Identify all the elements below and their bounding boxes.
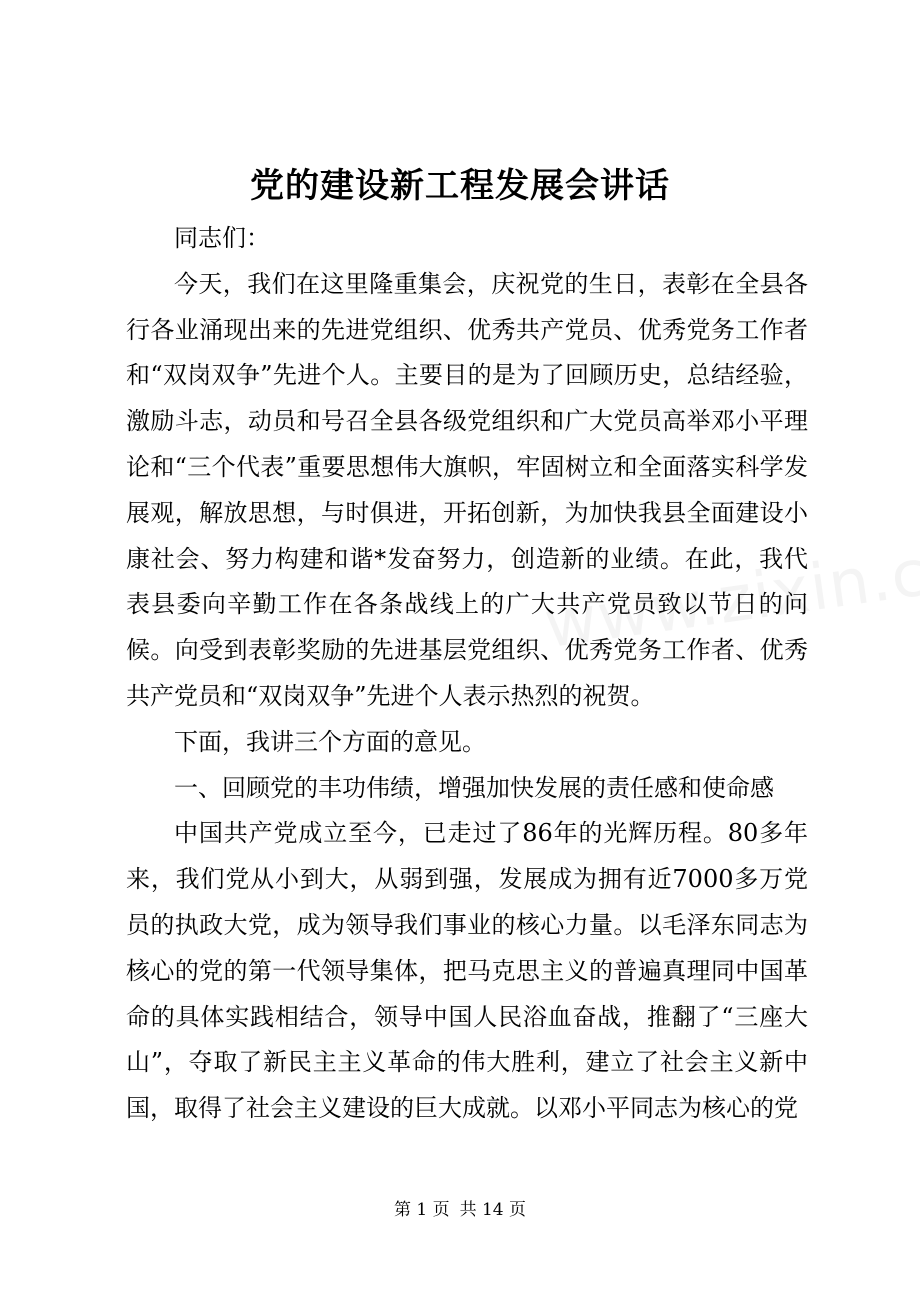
body-paragraph: 今天，我们在这里隆重集会，庆祝党的生日，表彰在全县各行各业涌现出来的先进党组织、优秀共产党员、优秀党务工作者和“双岗双争”先进个人。主要目的是为了回顾历史，总结经验，激励斗志，动员和号召全县各级党组织和广大党员高举邓小平理论和“三个代表”重要思想伟大旗帜，牢固树立和全面落实科学发展观，解放思想，与时俱进，开拓创新，为加快我县全面建设小康社会、努力构建和谐*发奋努力，创造新的业绩。在此，我代表县委向辛勤工作在各条战线上的广大共产党员致以节日的问候。向受到表彰奖励的先进基层党组织、优秀党务工作者、优秀共产党员和“双岗双争”先进个人表示热烈的祝贺。: [126, 269, 808, 710]
document-body: [126, 216, 808, 1132]
body-paragraph: 中国共产党成立至今，已走过了86年的光辉历程。80多年来，我们党从小到大，从弱到强，发展成为拥有近7000多万党员的执政大党，成为领导我们事业的核心力量。以毛泽东同志为核心的党的第一代领导集体，把马克思主义的普遍真理同中国革命的具体实践相结合，领导中国人民浴血奋战，推翻了“三座大山”，夺取了新民主主义革命的伟大胜利，建立了社会主义新中国，取得了社会主义建设的巨大成就。以邓小平同志为核心的党: [126, 819, 808, 1123]
page-total: 共 14 页: [459, 1200, 527, 1220]
document-title: 党的建设新工程发展会讲话: [250, 166, 670, 206]
section-heading: 一、回顾党的丰功伟绩，增强加快发展的责任感和使命感: [174, 773, 774, 802]
page-footer: [0, 1196, 920, 1224]
greeting-paragraph: 同志们：: [174, 224, 270, 252]
page-number: 第 1 页: [393, 1200, 450, 1220]
body-paragraph: 下面，我讲三个方面的意见。: [174, 727, 486, 756]
